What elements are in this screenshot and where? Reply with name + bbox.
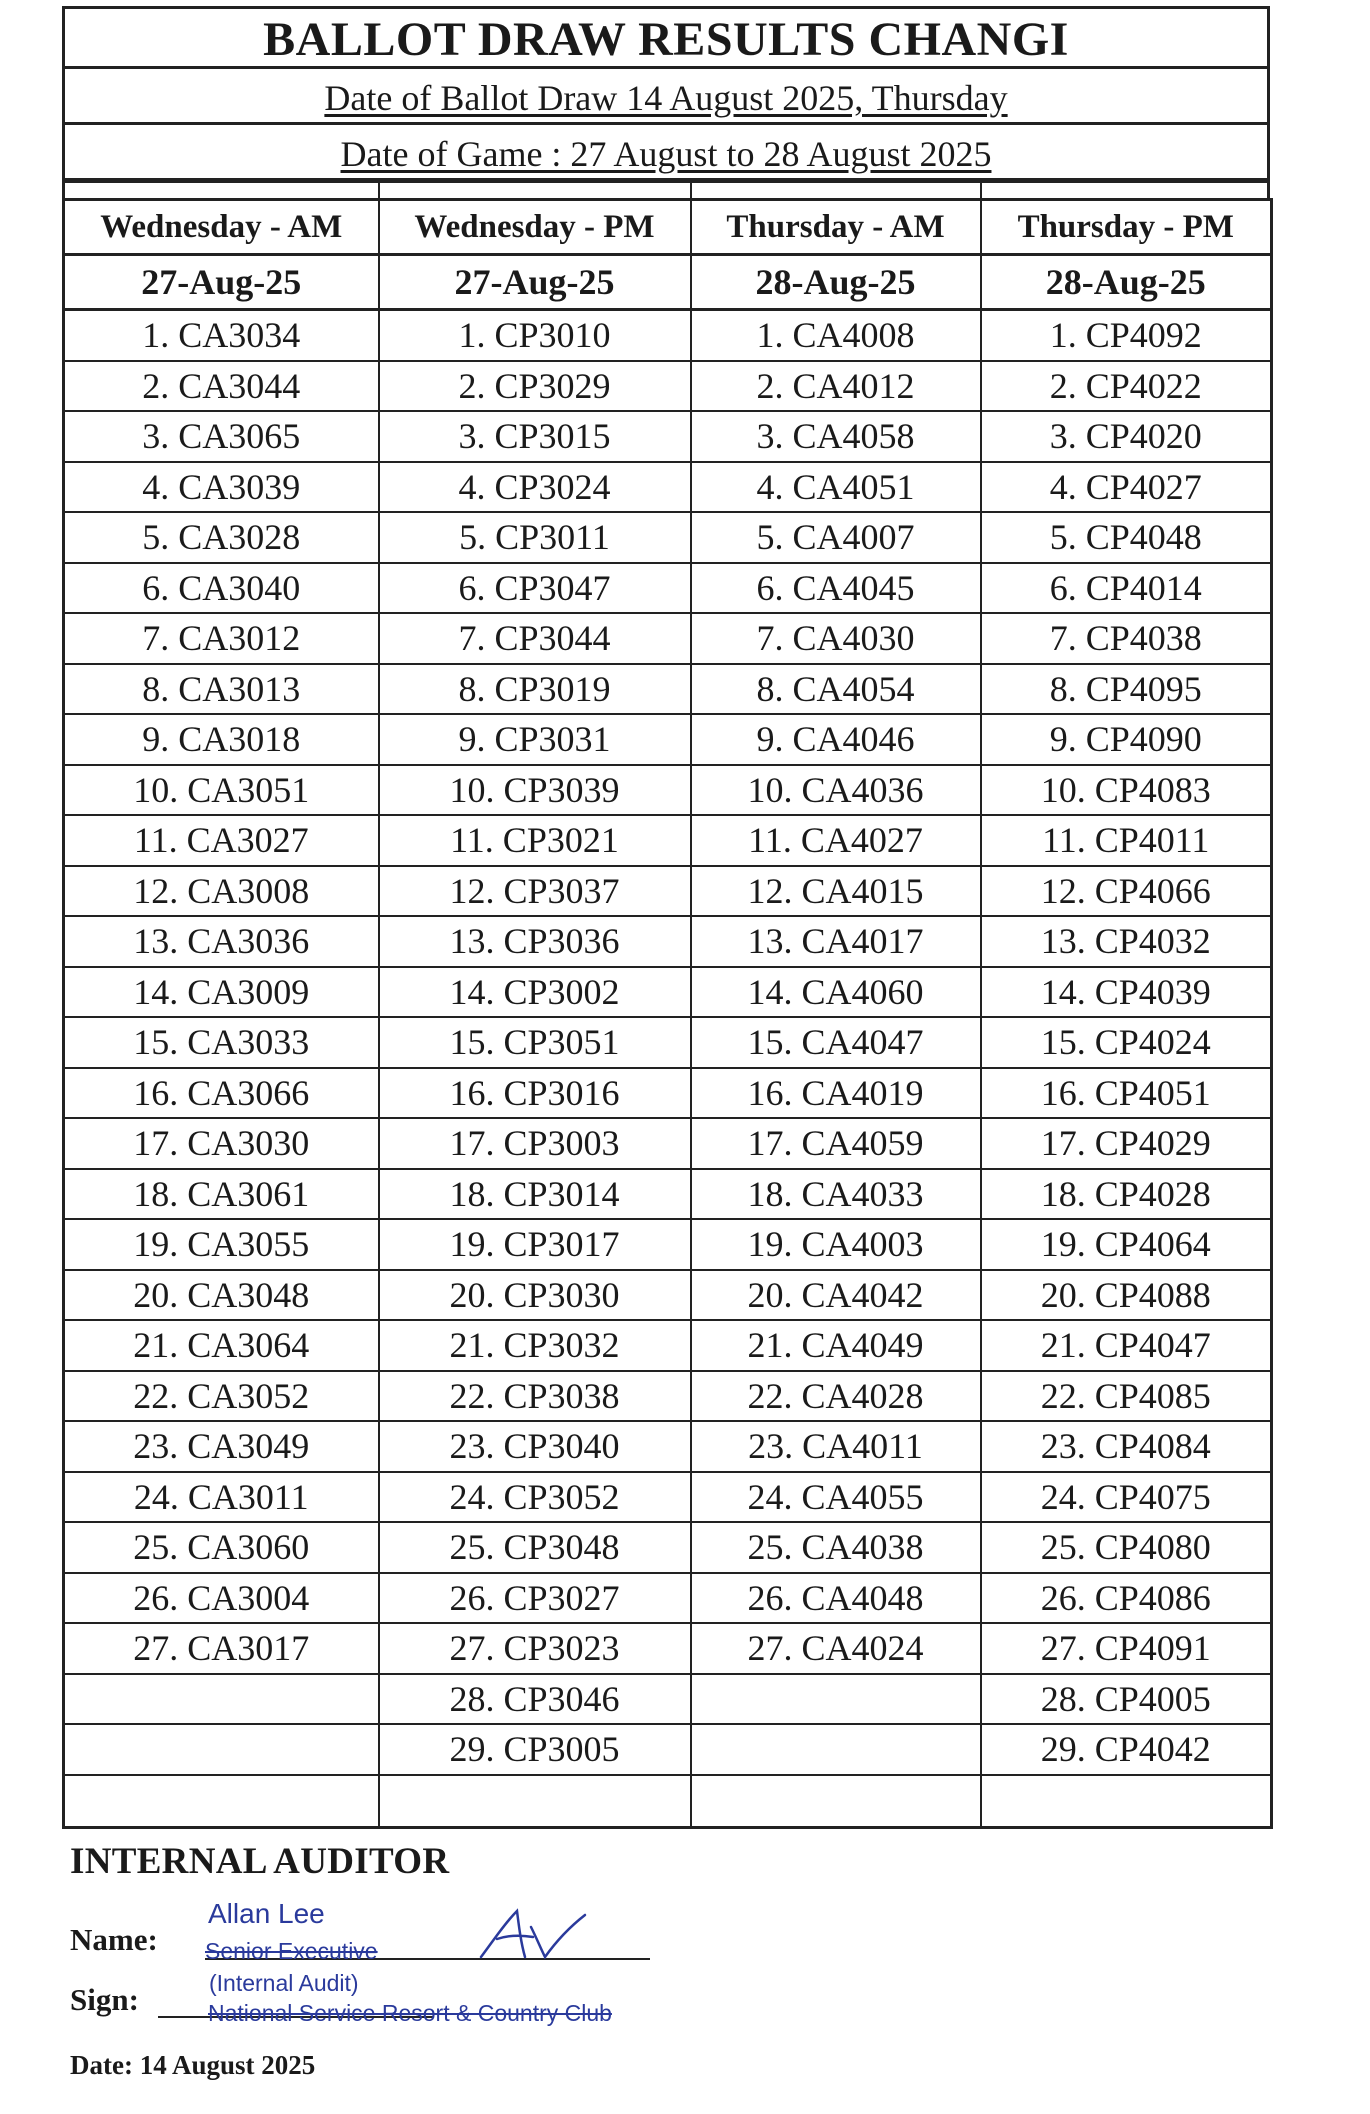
table-row — [64, 765, 1272, 816]
table-cell: 15. CA3033 — [64, 1017, 379, 1068]
table-cell: 6. CA4045 — [691, 563, 981, 614]
table-cell: 24. CA4055 — [691, 1472, 981, 1523]
stamp-org: National Service Resort & Country Club — [208, 2000, 612, 2026]
table-row — [64, 664, 1272, 715]
column-date-header: 28-Aug-25 — [691, 255, 981, 310]
table-cell: 9. CP4090 — [981, 714, 1272, 765]
table-cell: 12. CA3008 — [64, 866, 379, 917]
table-row — [64, 1270, 1272, 1321]
table-cell — [64, 1674, 379, 1725]
table-cell: 17. CA3030 — [64, 1118, 379, 1169]
table-row — [64, 916, 1272, 967]
table-cell: 4. CA3039 — [64, 462, 379, 513]
column-date-header: 27-Aug-25 — [64, 255, 379, 310]
table-cell: 20. CP3030 — [379, 1270, 691, 1321]
table-cell: 15. CP4024 — [981, 1017, 1272, 1068]
table-cell: 17. CA4059 — [691, 1118, 981, 1169]
game-date-line — [62, 122, 1270, 178]
table-cell: 11. CP4011 — [981, 815, 1272, 866]
table-cell: 13. CA4017 — [691, 916, 981, 967]
table-cell: 12. CA4015 — [691, 866, 981, 917]
table-row — [64, 714, 1272, 765]
table-row — [64, 563, 1272, 614]
table-cell: 22. CP4085 — [981, 1371, 1272, 1422]
table-row — [64, 1522, 1272, 1573]
table-cell: 26. CP4086 — [981, 1573, 1272, 1624]
results-table — [62, 198, 1273, 1829]
audit-date: Date: 14 August 2025 — [70, 2050, 316, 2080]
table-row — [64, 411, 1272, 462]
table-cell: 4. CA4051 — [691, 462, 981, 513]
table-cell: 13. CP4032 — [981, 916, 1272, 967]
table-row — [64, 1573, 1272, 1624]
page-title: BALLOT DRAW RESULTS CHANGI — [62, 6, 1270, 66]
table-row — [64, 1169, 1272, 1220]
table-cell: 20. CP4088 — [981, 1270, 1272, 1321]
table-cell — [691, 1674, 981, 1725]
table-cell: 8. CP3019 — [379, 664, 691, 715]
table-cell — [64, 1775, 379, 1828]
table-cell: 2. CP3029 — [379, 361, 691, 412]
table-cell: 14. CP4039 — [981, 967, 1272, 1018]
table-cell — [691, 1775, 981, 1828]
table-cell: 1. CA3034 — [64, 310, 379, 361]
table-cell: 22. CA4028 — [691, 1371, 981, 1422]
table-cell: 25. CA4038 — [691, 1522, 981, 1573]
table-cell — [691, 1724, 981, 1775]
table-row — [64, 310, 1272, 361]
table-row — [64, 361, 1272, 412]
table-row — [64, 1017, 1272, 1068]
table-cell: 24. CA3011 — [64, 1472, 379, 1523]
table-cell: 24. CP3052 — [379, 1472, 691, 1523]
table-cell: 26. CA3004 — [64, 1573, 379, 1624]
table-cell: 1. CA4008 — [691, 310, 981, 361]
table-row — [64, 1724, 1272, 1775]
table-cell: 19. CP4064 — [981, 1219, 1272, 1270]
column-day-header: Wednesday - AM — [64, 200, 379, 255]
table-cell: 5. CP3011 — [379, 512, 691, 563]
table-cell: 4. CP3024 — [379, 462, 691, 513]
table-cell: 9. CA3018 — [64, 714, 379, 765]
table-cell: 23. CA4011 — [691, 1421, 981, 1472]
table-cell: 2. CP4022 — [981, 361, 1272, 412]
table-cell: 20. CA4042 — [691, 1270, 981, 1321]
date-header-row — [64, 255, 1272, 310]
table-cell: 24. CP4075 — [981, 1472, 1272, 1523]
table-cell: 19. CA4003 — [691, 1219, 981, 1270]
table-row — [64, 462, 1272, 513]
table-row — [64, 1068, 1272, 1119]
table-cell: 14. CA4060 — [691, 967, 981, 1018]
table-row — [64, 815, 1272, 866]
table-cell — [379, 1775, 691, 1828]
table-cell: 7. CA4030 — [691, 613, 981, 664]
table-cell: 10. CA4036 — [691, 765, 981, 816]
table-cell: 17. CP4029 — [981, 1118, 1272, 1169]
table-cell: 18. CP3014 — [379, 1169, 691, 1220]
table-cell: 14. CP3002 — [379, 967, 691, 1018]
table-cell: 16. CP4051 — [981, 1068, 1272, 1119]
table-row — [64, 1421, 1272, 1472]
stamp-title: Senior Executive — [205, 1938, 378, 1964]
table-row — [64, 1674, 1272, 1725]
column-day-header: Wednesday - PM — [379, 200, 691, 255]
table-cell: 25. CP4080 — [981, 1522, 1272, 1573]
table-cell: 11. CP3021 — [379, 815, 691, 866]
table-cell: 5. CA3028 — [64, 512, 379, 563]
table-cell: 3. CP4020 — [981, 411, 1272, 462]
table-row — [64, 613, 1272, 664]
table-cell: 1. CP3010 — [379, 310, 691, 361]
table-cell: 2. CA3044 — [64, 361, 379, 412]
table-cell: 26. CP3027 — [379, 1573, 691, 1624]
table-cell: 17. CP3003 — [379, 1118, 691, 1169]
table-cell: 10. CP3039 — [379, 765, 691, 816]
header-spacer — [62, 178, 1270, 198]
table-cell: 25. CP3048 — [379, 1522, 691, 1573]
table-cell: 18. CA4033 — [691, 1169, 981, 1220]
table-cell: 14. CA3009 — [64, 967, 379, 1018]
table-row — [64, 1775, 1272, 1828]
table-cell: 10. CA3051 — [64, 765, 379, 816]
table-cell: 29. CP4042 — [981, 1724, 1272, 1775]
table-cell: 16. CA4019 — [691, 1068, 981, 1119]
table-cell: 15. CP3051 — [379, 1017, 691, 1068]
stamp-name: Allan Lee — [208, 1898, 325, 1929]
table-cell: 16. CP3016 — [379, 1068, 691, 1119]
table-cell: 26. CA4048 — [691, 1573, 981, 1624]
table-cell: 27. CA3017 — [64, 1623, 379, 1674]
table-cell: 28. CP3046 — [379, 1674, 691, 1725]
table-cell: 21. CP4047 — [981, 1320, 1272, 1371]
table-cell: 3. CA3065 — [64, 411, 379, 462]
table-cell: 9. CP3031 — [379, 714, 691, 765]
table-cell: 3. CP3015 — [379, 411, 691, 462]
table-cell: 20. CA3048 — [64, 1270, 379, 1321]
table-cell: 22. CA3052 — [64, 1371, 379, 1422]
table-row — [64, 1472, 1272, 1523]
table-cell: 12. CP4066 — [981, 866, 1272, 917]
ballot-sheet — [62, 6, 1270, 1829]
auditor-heading: INTERNAL AUDITOR — [70, 1841, 450, 1882]
table-row — [64, 1623, 1272, 1674]
table-cell: 18. CA3061 — [64, 1169, 379, 1220]
table-cell: 27. CA4024 — [691, 1623, 981, 1674]
table-cell: 27. CP4091 — [981, 1623, 1272, 1674]
table-cell: 2. CA4012 — [691, 361, 981, 412]
draw-date-line — [62, 66, 1270, 122]
day-header-row — [64, 200, 1272, 255]
table-cell: 3. CA4058 — [691, 411, 981, 462]
table-cell — [64, 1724, 379, 1775]
table-cell: 23. CA3049 — [64, 1421, 379, 1472]
table-row — [64, 1118, 1272, 1169]
table-row — [64, 1371, 1272, 1422]
table-cell: 21. CA3064 — [64, 1320, 379, 1371]
table-row — [64, 512, 1272, 563]
table-cell: 18. CP4028 — [981, 1169, 1272, 1220]
table-cell: 21. CP3032 — [379, 1320, 691, 1371]
signature-mark — [475, 1905, 595, 1965]
table-cell — [981, 1775, 1272, 1828]
stamp-dept: (Internal Audit) — [209, 1970, 359, 1996]
table-cell: 13. CA3036 — [64, 916, 379, 967]
table-cell: 12. CP3037 — [379, 866, 691, 917]
table-cell: 11. CA3027 — [64, 815, 379, 866]
table-cell: 4. CP4027 — [981, 462, 1272, 513]
table-cell: 16. CA3066 — [64, 1068, 379, 1119]
column-day-header: Thursday - AM — [691, 200, 981, 255]
table-cell: 6. CP4014 — [981, 563, 1272, 614]
table-cell: 8. CA4054 — [691, 664, 981, 715]
draw-date: Date of Ballot Draw 14 August 2025, Thursday — [324, 78, 1008, 118]
table-cell: 10. CP4083 — [981, 765, 1272, 816]
column-date-header: 28-Aug-25 — [981, 255, 1272, 310]
table-cell: 1. CP4092 — [981, 310, 1272, 361]
table-cell: 9. CA4046 — [691, 714, 981, 765]
table-cell: 21. CA4049 — [691, 1320, 981, 1371]
table-cell: 6. CP3047 — [379, 563, 691, 614]
table-cell: 28. CP4005 — [981, 1674, 1272, 1725]
table-row — [64, 866, 1272, 917]
results-body — [64, 310, 1272, 1828]
sign-label: Sign: — [70, 1982, 139, 2017]
name-label: Name: — [70, 1922, 158, 1957]
table-cell: 6. CA3040 — [64, 563, 379, 614]
table-cell: 5. CA4007 — [691, 512, 981, 563]
table-cell: 8. CP4095 — [981, 664, 1272, 715]
column-day-header: Thursday - PM — [981, 200, 1272, 255]
table-cell: 7. CP3044 — [379, 613, 691, 664]
table-row — [64, 1219, 1272, 1270]
table-cell: 15. CA4047 — [691, 1017, 981, 1068]
table-cell: 7. CA3012 — [64, 613, 379, 664]
table-row — [64, 967, 1272, 1018]
table-cell: 29. CP3005 — [379, 1724, 691, 1775]
table-cell: 25. CA3060 — [64, 1522, 379, 1573]
table-cell: 5. CP4048 — [981, 512, 1272, 563]
column-date-header: 27-Aug-25 — [379, 255, 691, 310]
table-cell: 27. CP3023 — [379, 1623, 691, 1674]
table-cell: 19. CA3055 — [64, 1219, 379, 1270]
table-cell: 7. CP4038 — [981, 613, 1272, 664]
table-cell: 13. CP3036 — [379, 916, 691, 967]
table-cell: 19. CP3017 — [379, 1219, 691, 1270]
table-cell: 22. CP3038 — [379, 1371, 691, 1422]
game-date: Date of Game : 27 August to 28 August 2025 — [340, 134, 992, 174]
table-row — [64, 1320, 1272, 1371]
table-cell: 11. CA4027 — [691, 815, 981, 866]
table-cell: 23. CP4084 — [981, 1421, 1272, 1472]
table-cell: 23. CP3040 — [379, 1421, 691, 1472]
table-cell: 8. CA3013 — [64, 664, 379, 715]
